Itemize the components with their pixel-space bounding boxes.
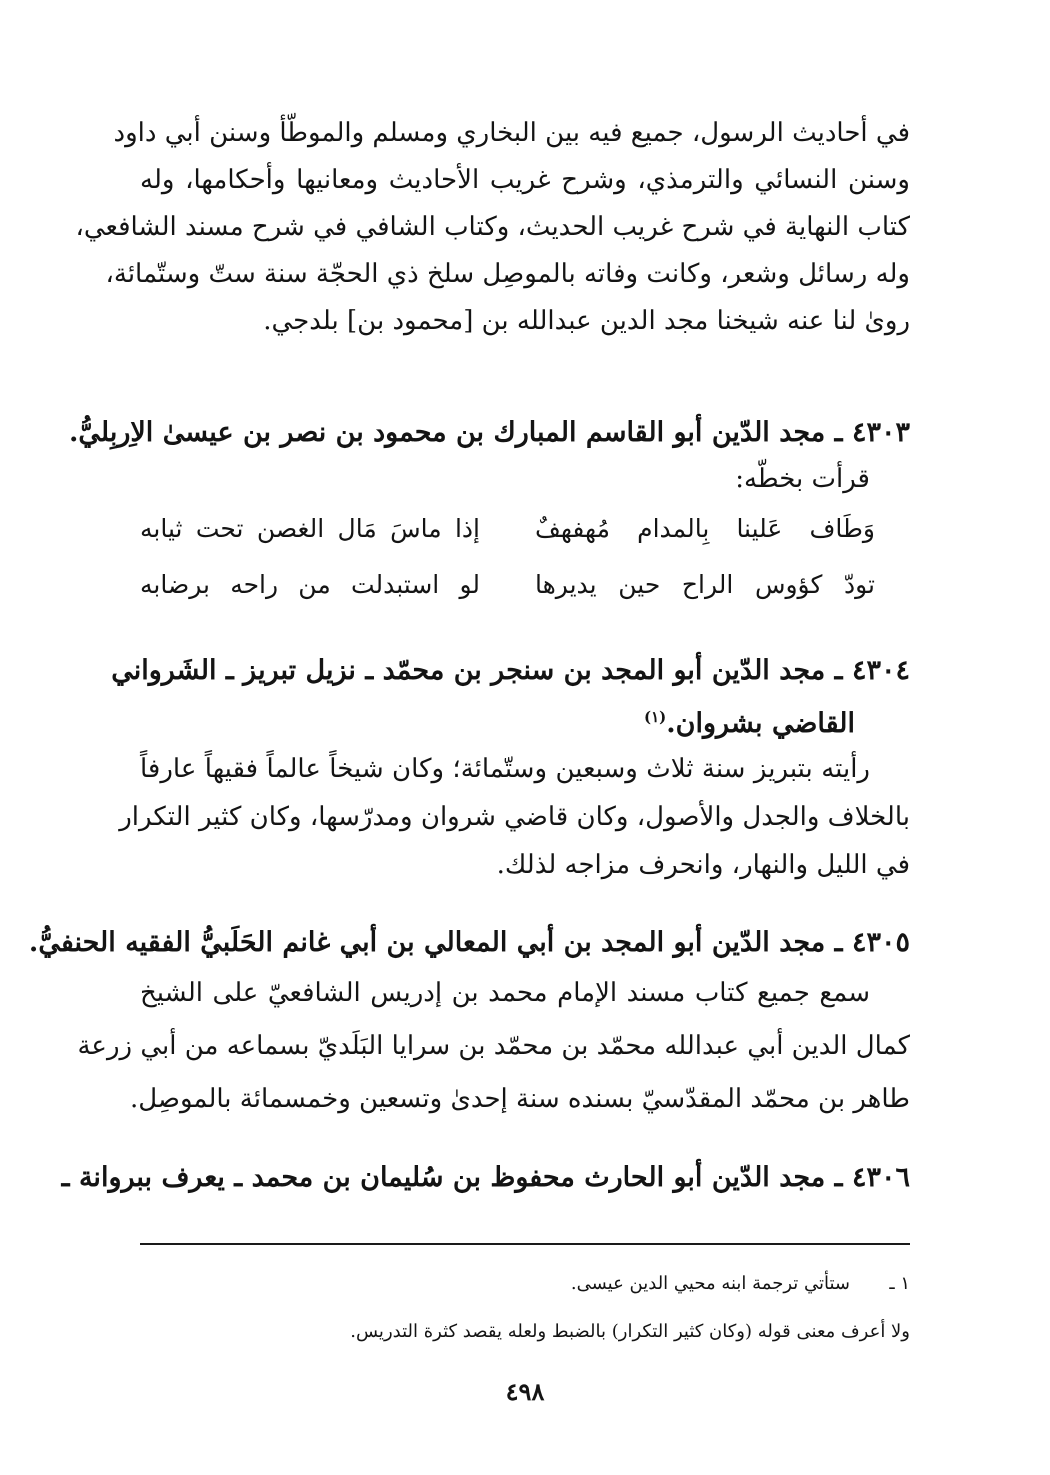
verse-line (140, 562, 910, 608)
entry-heading-4305: ٤٣٠٥ ـ مجد الدّين أبو المجد بن أبي المعالي بن أبي غانم الحَلَبيُّ الفقيه الحنفيُّ. (28, 927, 910, 958)
verse-second-hemistich: إذا ماسَ مَال الغصن تحت ثيابه (140, 514, 480, 543)
text-line: في الليل والنهار، وانحرف مزاجه لذلك. (496, 850, 910, 880)
text-line: في أحاديث الرسول، جميع فيه بين البخاري ومسلم والموطّأ وسنن أبي داود (113, 118, 910, 148)
entry-heading-4303: ٤٣٠٣ ـ مجد الدّين أبو القاسم المبارك بن محمود بن نصر بن عيسىٰ الاِربِليُّ. (69, 417, 910, 448)
verse-first-hemistich: تودّ كؤوس الراح حين يديرها (535, 570, 875, 599)
text-line: بالخلاف والجدل والأصول، وكان قاضي شروان ومدرّسها، وكان كثير التكرار (119, 802, 910, 832)
footnote-marker: (١) (644, 708, 667, 726)
page-number: ٤٩٨ (505, 1377, 545, 1406)
text-line: سمع جميع كتاب مسند الإمام محمد بن إدريس الشافعيّ على الشيخ (140, 978, 870, 1008)
text-line: كتاب النهاية في شرح غريب الحديث، وكتاب الشافي في شرح مسند الشافعي، (75, 212, 910, 242)
entry-intro: قرأت بخطّه: (735, 464, 870, 494)
text-line: كمال الدين أبي عبدالله محمّد بن محمّد بن سرايا البَلَديّ بسماعه من أبي زرعة (77, 1031, 910, 1061)
footnote-text: ستأتي ترجمة ابنه محيي الدين عيسى. (570, 1273, 850, 1294)
footnote-number: ١ ـ (889, 1273, 910, 1294)
text-line: روىٰ لنا عنه شيخنا مجد الدين عبدالله بن [محمود بن] بلدجي. (263, 306, 910, 336)
text-line: طاهر بن محمّد المقدّسيّ بسنده سنة إحدىٰ وتسعين وخمسمائة بالموصِل. (129, 1084, 910, 1114)
text-line: وسنن النسائي والترمذي، وشرح غريب الأحاديث ومعانيها وأحكامها، وله (140, 165, 910, 195)
text-line: وله رسائل وشعر، وكانت وفاته بالموصِل سلخ ذي الحجّة سنة ستّ وستّمائة، (105, 259, 910, 289)
verse-line (140, 506, 910, 552)
entry-heading-4304: ٤٣٠٤ ـ مجد الدّين أبو المجد بن سنجر بن محمّد ـ نزيل تبريز ـ الشَرواني (111, 655, 910, 686)
footnote-1-continued: ولا أعرف معنى قوله (وكان كثير التكرار) بالضبط ولعله يقصد كثرة التدريس. (350, 1321, 910, 1342)
text-line: رأيته بتبريز سنة ثلاث وسبعين وستّمائة؛ وكان شيخاً عالماً فقيهاً عارفاً (140, 754, 870, 784)
footnote-separator (140, 1243, 910, 1245)
verse-first-hemistich: وَطَاف عَلينا بِالمدام مُهفهفٌ (535, 514, 875, 543)
heading-cont-text: القاضي بشروان. (666, 708, 855, 739)
entry-heading-continuation (140, 694, 855, 740)
footnote-1 (140, 1268, 910, 1300)
entry-heading-4306: ٤٣٠٦ ـ مجد الدّين أبو الحارث محفوظ بن سُليمان بن محمد ـ يعرف ببروانة ـ (61, 1162, 910, 1193)
verse-second-hemistich: لو استبدلت من راحه برضابه (140, 570, 480, 599)
